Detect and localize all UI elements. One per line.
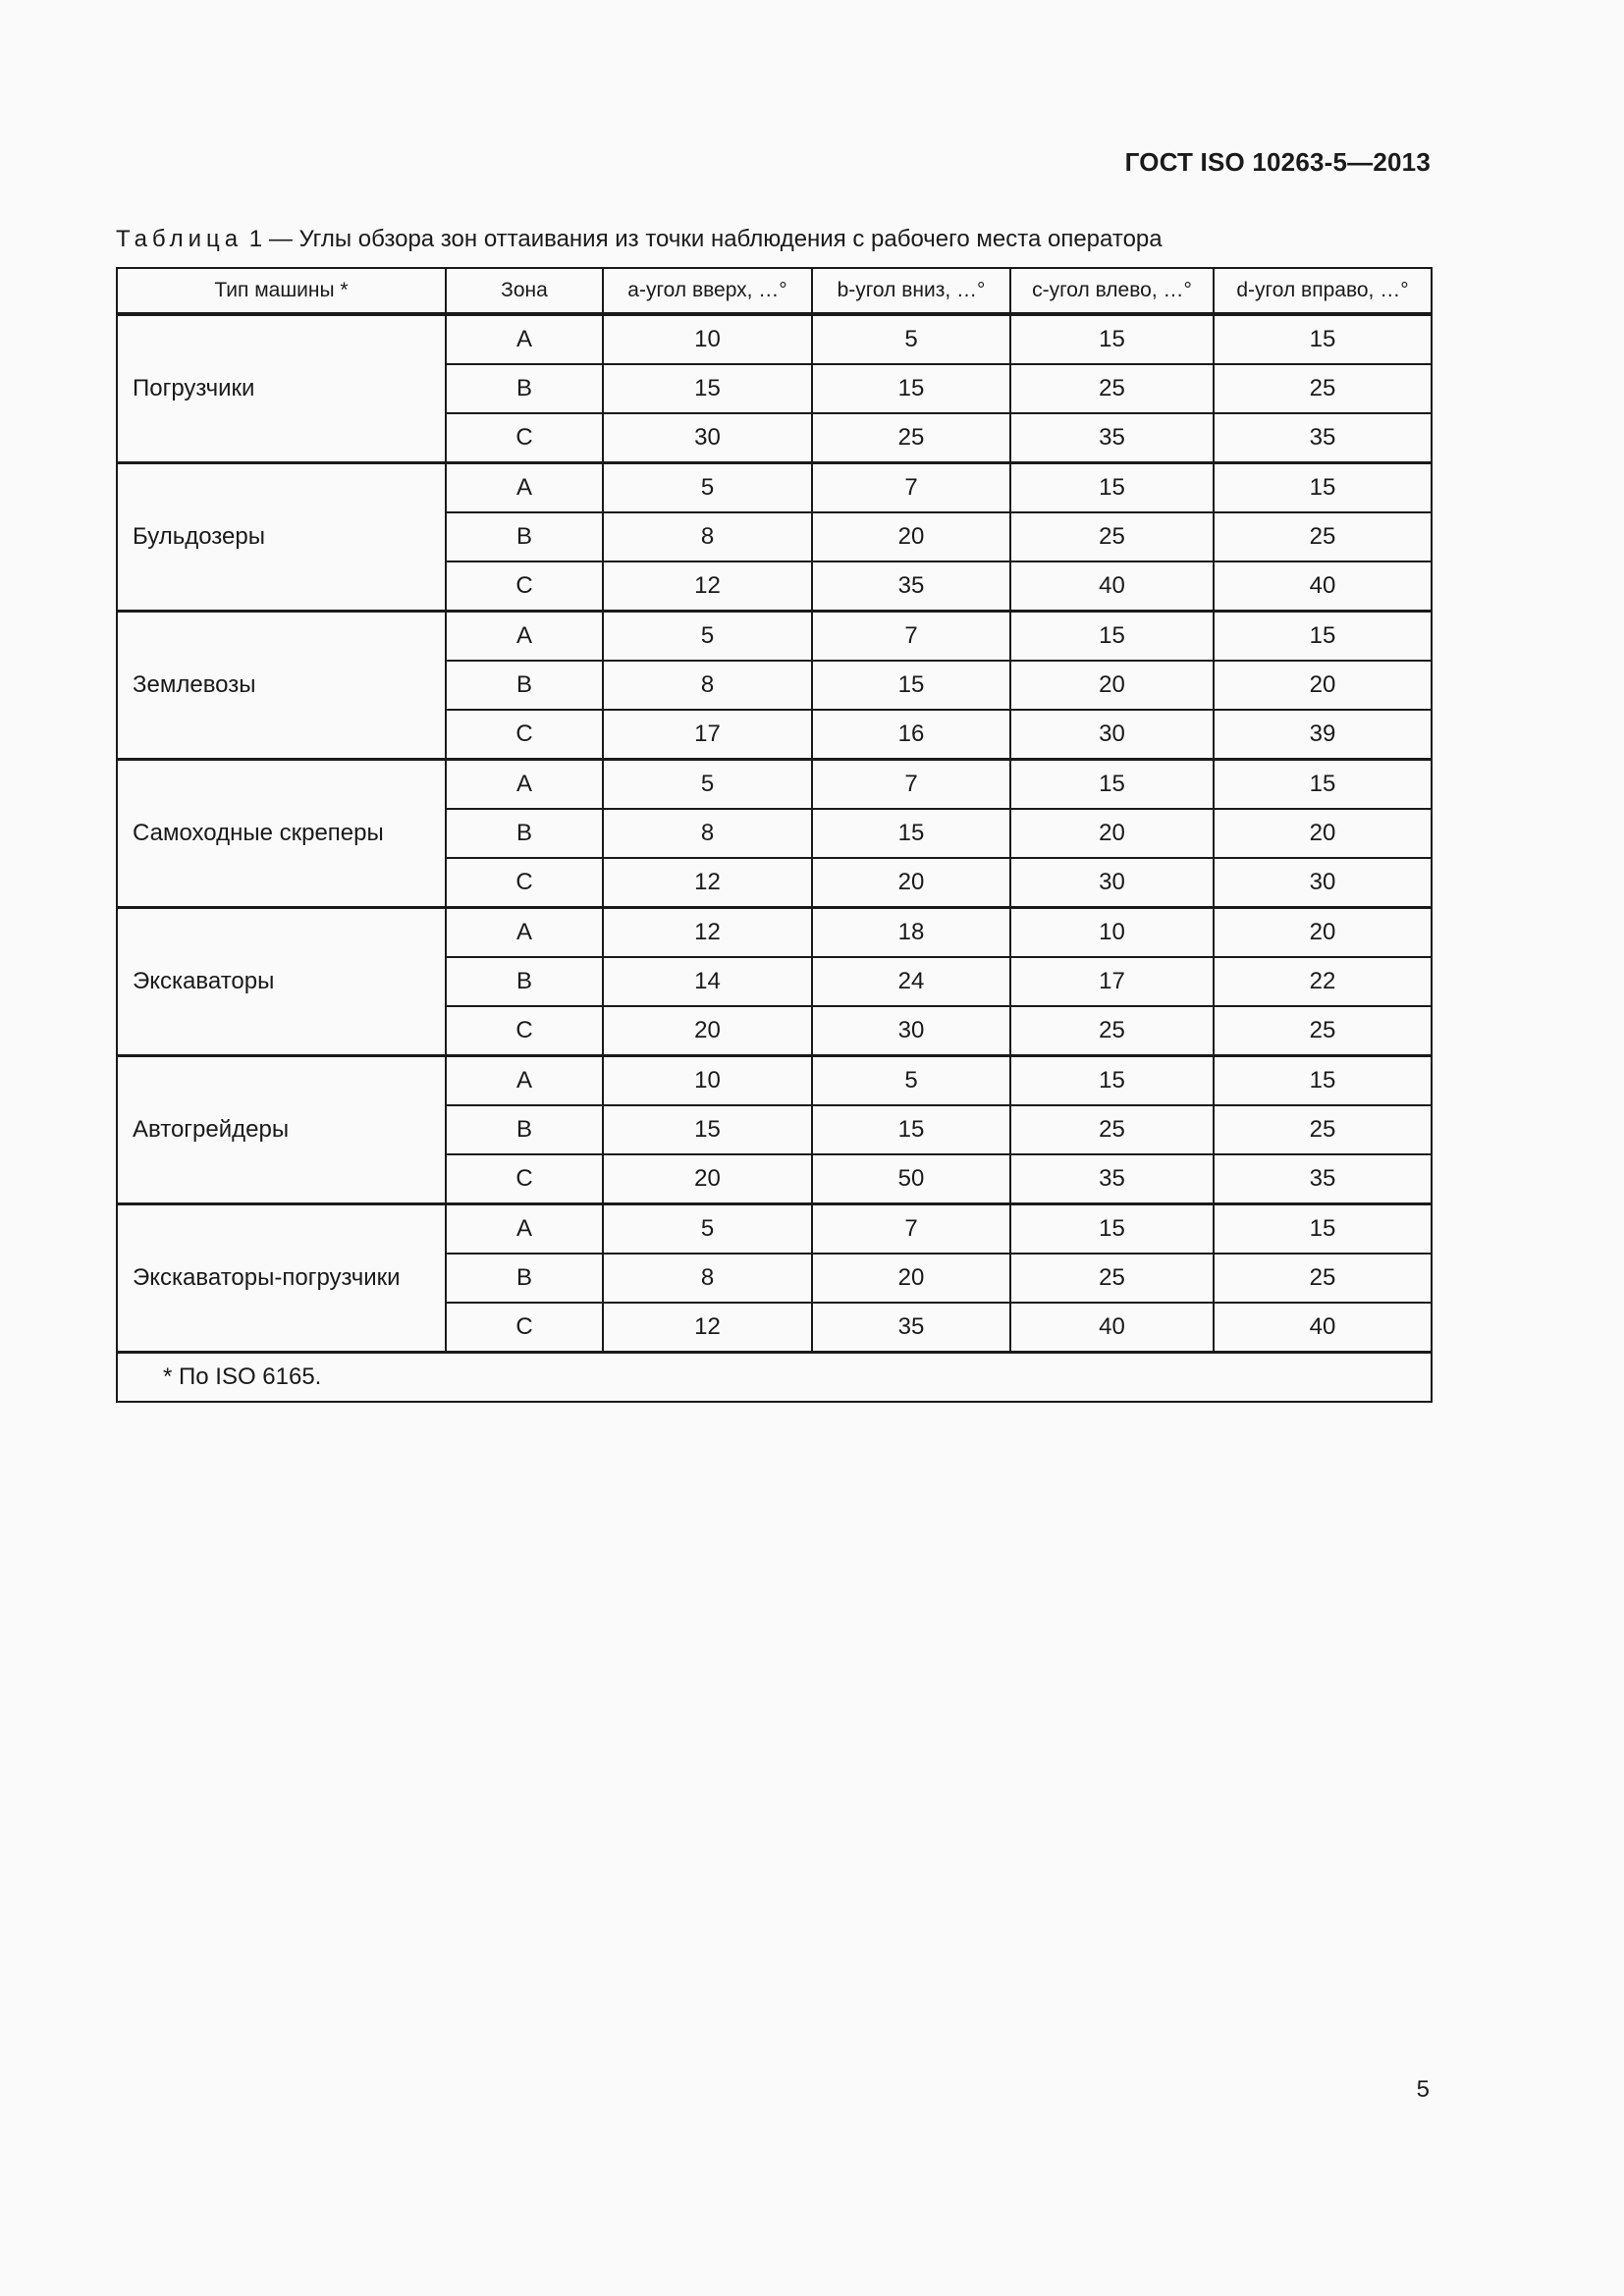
zone-cell: B	[446, 1105, 603, 1154]
angle-right-cell: 25	[1214, 364, 1432, 413]
angle-right-cell: 15	[1214, 760, 1432, 810]
zone-cell: B	[446, 957, 603, 1006]
angle-up-cell: 5	[603, 760, 812, 810]
angle-down-cell: 15	[812, 1105, 1010, 1154]
footnote-row	[117, 1353, 1432, 1403]
table-header-row	[117, 268, 1432, 314]
caption-label: Таблица	[116, 226, 244, 252]
angle-up-cell: 12	[603, 561, 812, 612]
angle-left-cell: 20	[1010, 661, 1214, 710]
angle-down-cell: 35	[812, 1303, 1010, 1353]
zone-cell: B	[446, 512, 603, 561]
angle-down-cell: 5	[812, 314, 1010, 364]
table-row	[117, 908, 1432, 958]
angle-right-cell: 22	[1214, 957, 1432, 1006]
col-header-angle-right: d-угол вправо, …°	[1214, 268, 1432, 314]
zone-cell: A	[446, 760, 603, 810]
view-angles-table	[116, 267, 1433, 1403]
angle-down-cell: 15	[812, 364, 1010, 413]
angle-right-cell: 20	[1214, 661, 1432, 710]
table-row	[117, 1204, 1432, 1255]
angle-right-cell: 25	[1214, 1105, 1432, 1154]
angle-up-cell: 5	[603, 1204, 812, 1255]
angle-right-cell: 25	[1214, 1006, 1432, 1056]
angle-down-cell: 20	[812, 1254, 1010, 1303]
zone-cell: C	[446, 1006, 603, 1056]
zone-cell: A	[446, 1204, 603, 1255]
table-footnote: * По ISO 6165.	[117, 1353, 1432, 1403]
zone-cell: C	[446, 858, 603, 908]
angle-down-cell: 25	[812, 413, 1010, 463]
angle-right-cell: 40	[1214, 1303, 1432, 1353]
zone-cell: A	[446, 314, 603, 364]
col-header-angle-down: b-угол вниз, …°	[812, 268, 1010, 314]
zone-cell: C	[446, 710, 603, 760]
angle-left-cell: 25	[1010, 1105, 1214, 1154]
angle-left-cell: 10	[1010, 908, 1214, 958]
angle-right-cell: 35	[1214, 1154, 1432, 1204]
angle-up-cell: 5	[603, 463, 812, 513]
angle-up-cell: 8	[603, 809, 812, 858]
angle-down-cell: 20	[812, 512, 1010, 561]
angle-right-cell: 25	[1214, 512, 1432, 561]
angle-up-cell: 8	[603, 661, 812, 710]
angle-left-cell: 35	[1010, 413, 1214, 463]
angle-left-cell: 15	[1010, 760, 1214, 810]
zone-cell: C	[446, 1303, 603, 1353]
angle-right-cell: 20	[1214, 809, 1432, 858]
table-row	[117, 463, 1432, 513]
machine-type-cell: Бульдозеры	[117, 463, 446, 612]
angle-down-cell: 7	[812, 1204, 1010, 1255]
zone-cell: B	[446, 364, 603, 413]
angle-down-cell: 50	[812, 1154, 1010, 1204]
angle-down-cell: 18	[812, 908, 1010, 958]
angle-right-cell: 25	[1214, 1254, 1432, 1303]
caption-text: — Углы обзора зон оттаивания из точки наблюдения с рабочего места оператора	[268, 226, 1163, 252]
angle-right-cell: 39	[1214, 710, 1432, 760]
angle-up-cell: 20	[603, 1154, 812, 1204]
table-body	[117, 314, 1432, 1353]
angle-up-cell: 10	[603, 314, 812, 364]
angle-down-cell: 16	[812, 710, 1010, 760]
zone-cell: A	[446, 612, 603, 662]
machine-type-cell: Самоходные скреперы	[117, 760, 446, 908]
table-row	[117, 314, 1432, 364]
machine-type-cell: Экскаваторы	[117, 908, 446, 1056]
angle-right-cell: 20	[1214, 908, 1432, 958]
zone-cell: A	[446, 1056, 603, 1106]
angle-right-cell: 15	[1214, 1056, 1432, 1106]
angle-down-cell: 7	[812, 463, 1010, 513]
angle-left-cell: 25	[1010, 1254, 1214, 1303]
col-header-angle-up: a-угол вверх, …°	[603, 268, 812, 314]
zone-cell: A	[446, 463, 603, 513]
document-code: ГОСТ ISO 10263-5—2013	[1124, 147, 1431, 177]
angle-right-cell: 15	[1214, 612, 1432, 662]
angle-up-cell: 8	[603, 512, 812, 561]
zone-cell: B	[446, 809, 603, 858]
angle-up-cell: 8	[603, 1254, 812, 1303]
angle-up-cell: 20	[603, 1006, 812, 1056]
angle-right-cell: 15	[1214, 1204, 1432, 1255]
col-header-angle-left: c-угол влево, …°	[1010, 268, 1214, 314]
angle-down-cell: 7	[812, 760, 1010, 810]
angle-right-cell: 15	[1214, 314, 1432, 364]
angle-left-cell: 35	[1010, 1154, 1214, 1204]
angle-up-cell: 10	[603, 1056, 812, 1106]
angle-left-cell: 25	[1010, 364, 1214, 413]
angle-left-cell: 15	[1010, 463, 1214, 513]
angle-left-cell: 15	[1010, 314, 1214, 364]
angle-up-cell: 12	[603, 858, 812, 908]
caption-number: 1	[248, 226, 263, 252]
zone-cell: B	[446, 1254, 603, 1303]
angle-left-cell: 25	[1010, 512, 1214, 561]
angle-down-cell: 35	[812, 561, 1010, 612]
angle-right-cell: 15	[1214, 463, 1432, 513]
angle-down-cell: 15	[812, 661, 1010, 710]
col-header-machine-type: Тип машины *	[117, 268, 446, 314]
zone-cell: C	[446, 1154, 603, 1204]
angle-up-cell: 30	[603, 413, 812, 463]
table-row	[117, 1056, 1432, 1106]
angle-up-cell: 12	[603, 908, 812, 958]
angle-right-cell: 35	[1214, 413, 1432, 463]
table-row	[117, 760, 1432, 810]
machine-type-cell: Экскаваторы-погрузчики	[117, 1204, 446, 1353]
angle-left-cell: 20	[1010, 809, 1214, 858]
machine-type-cell: Землевозы	[117, 612, 446, 760]
angle-left-cell: 25	[1010, 1006, 1214, 1056]
col-header-zone: Зона	[446, 268, 603, 314]
angle-up-cell: 15	[603, 364, 812, 413]
angle-up-cell: 5	[603, 612, 812, 662]
angle-right-cell: 40	[1214, 561, 1432, 612]
angle-left-cell: 15	[1010, 1056, 1214, 1106]
angle-left-cell: 17	[1010, 957, 1214, 1006]
table-caption	[116, 226, 1163, 253]
angle-left-cell: 40	[1010, 561, 1214, 612]
angle-left-cell: 30	[1010, 710, 1214, 760]
zone-cell: C	[446, 561, 603, 612]
zone-cell: A	[446, 908, 603, 958]
zone-cell: C	[446, 413, 603, 463]
angle-up-cell: 12	[603, 1303, 812, 1353]
angle-up-cell: 14	[603, 957, 812, 1006]
machine-type-cell: Автогрейдеры	[117, 1056, 446, 1204]
angle-left-cell: 30	[1010, 858, 1214, 908]
angle-down-cell: 7	[812, 612, 1010, 662]
page-number: 5	[1416, 2076, 1430, 2103]
angle-left-cell: 15	[1010, 612, 1214, 662]
angle-up-cell: 15	[603, 1105, 812, 1154]
angle-left-cell: 15	[1010, 1204, 1214, 1255]
angle-up-cell: 17	[603, 710, 812, 760]
angle-right-cell: 30	[1214, 858, 1432, 908]
angle-down-cell: 30	[812, 1006, 1010, 1056]
table-row	[117, 612, 1432, 662]
angle-left-cell: 40	[1010, 1303, 1214, 1353]
angle-down-cell: 5	[812, 1056, 1010, 1106]
machine-type-cell: Погрузчики	[117, 314, 446, 463]
angle-down-cell: 15	[812, 809, 1010, 858]
angle-down-cell: 24	[812, 957, 1010, 1006]
zone-cell: B	[446, 661, 603, 710]
angle-down-cell: 20	[812, 858, 1010, 908]
